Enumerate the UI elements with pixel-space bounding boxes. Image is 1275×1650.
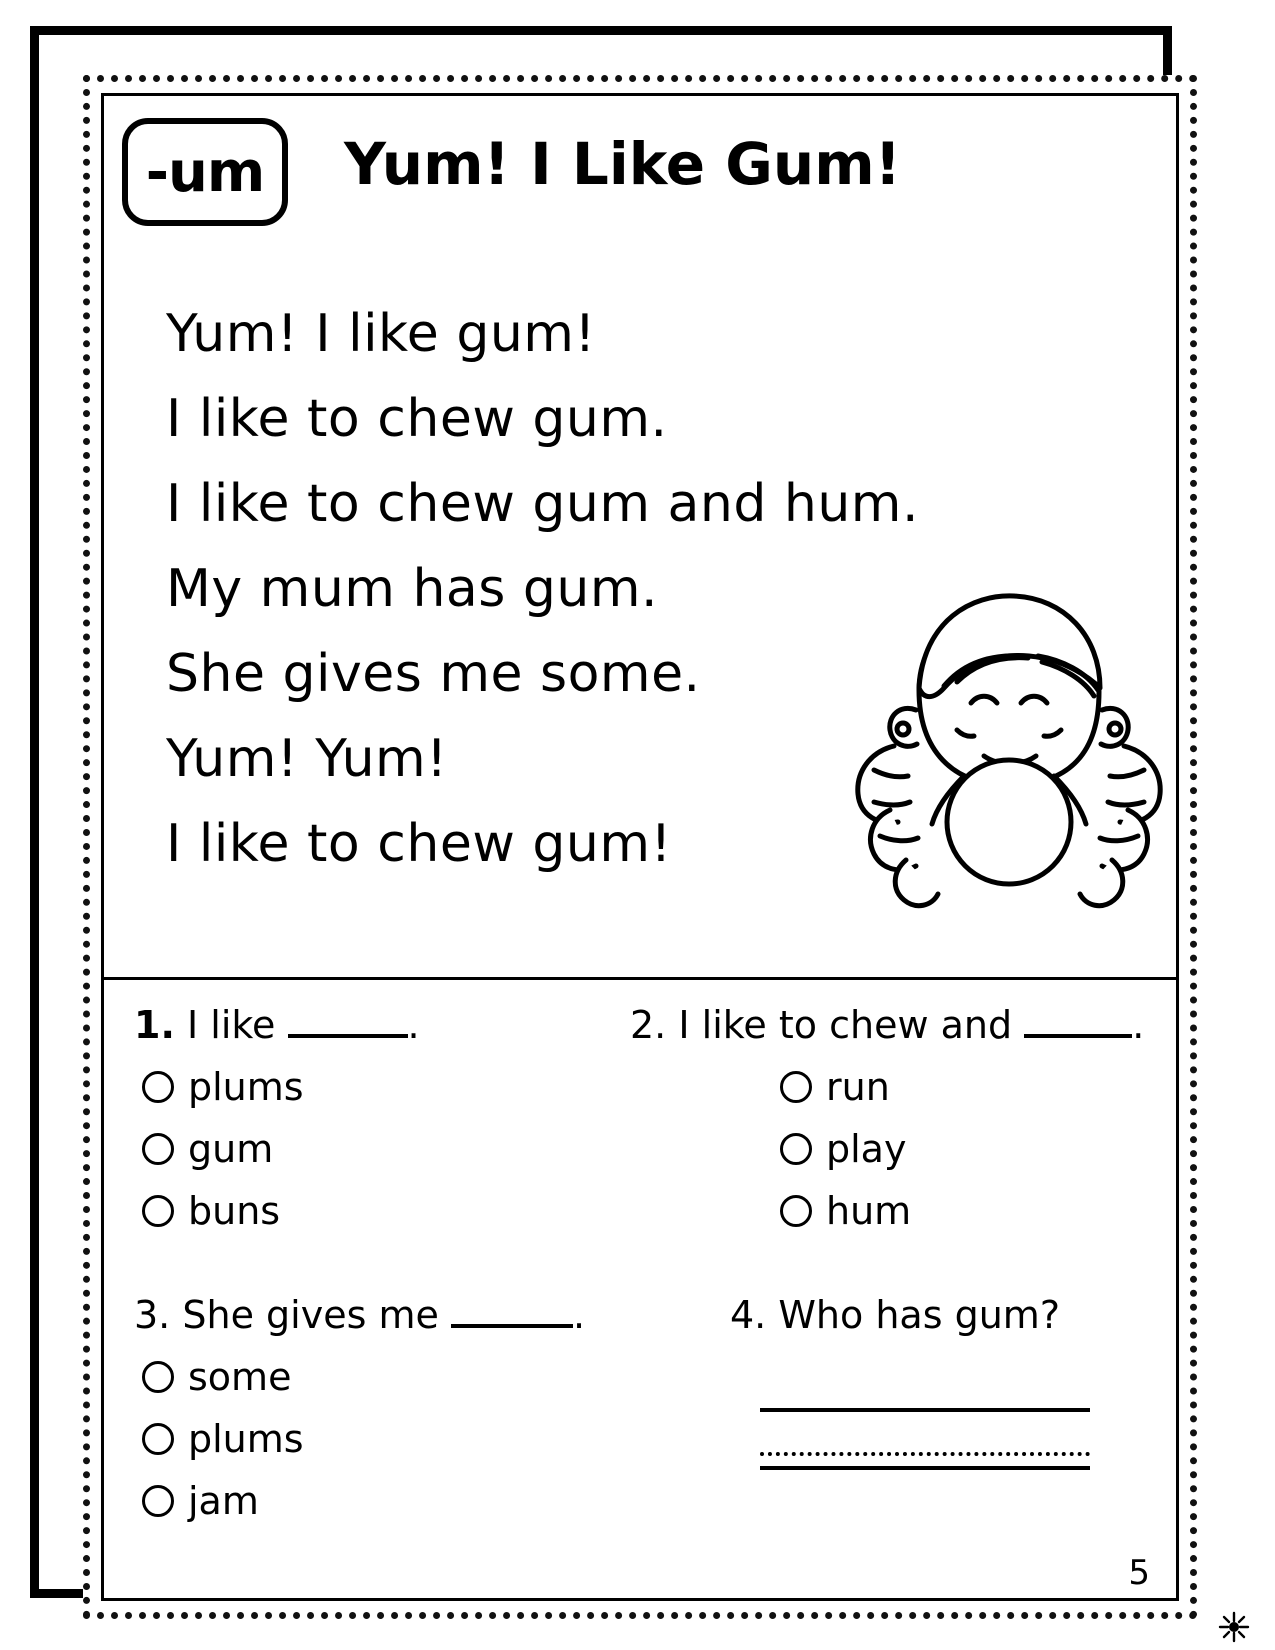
question-2-choice-2[interactable] — [780, 1122, 1170, 1176]
word-family-label: -um — [145, 139, 265, 205]
question-4-answer-area[interactable] — [760, 1364, 1090, 1470]
choice-label: plums — [188, 1065, 304, 1109]
question-1-choice-3[interactable] — [142, 1184, 604, 1238]
choice-label: run — [826, 1065, 890, 1109]
radio-bubble-icon[interactable] — [142, 1195, 174, 1227]
question-3-choice-3[interactable] — [142, 1474, 604, 1528]
word-family-badge — [122, 118, 288, 226]
question-3-choice-2[interactable] — [142, 1412, 604, 1466]
choice-label: jam — [188, 1479, 259, 1523]
choice-label: play — [826, 1127, 907, 1171]
outer-frame — [30, 26, 1172, 1598]
radio-bubble-icon[interactable] — [780, 1071, 812, 1103]
question-3 — [134, 1292, 604, 1536]
answer-line-dotted-mid[interactable] — [760, 1412, 1090, 1456]
choice-label: buns — [188, 1189, 281, 1233]
question-2-prompt — [630, 1002, 1170, 1048]
page-number: 5 — [1128, 1553, 1150, 1593]
question-3-choice-1[interactable] — [142, 1350, 604, 1404]
question-2-text: I like to chew and — [678, 1003, 1013, 1047]
question-3-number: 3. — [134, 1293, 171, 1337]
choice-label: hum — [826, 1189, 912, 1233]
story-line: My mum has gum. — [166, 559, 659, 619]
question-2-punct: . — [1132, 1003, 1145, 1047]
answer-line-solid-top[interactable] — [760, 1364, 1090, 1412]
sun-decoration-icon — [1217, 1610, 1251, 1644]
story-line: I like to chew gum. — [166, 389, 668, 449]
question-1-prompt — [134, 1002, 604, 1048]
radio-bubble-icon[interactable] — [142, 1133, 174, 1165]
choice-label: some — [188, 1355, 292, 1399]
question-3-blank — [451, 1298, 573, 1328]
questions-panel — [104, 980, 1176, 1601]
title-row — [104, 96, 1176, 236]
story-line: Yum! Yum! — [166, 729, 448, 789]
question-2 — [630, 1002, 1170, 1246]
question-1-punct: . — [407, 1003, 420, 1047]
question-3-prompt — [134, 1292, 604, 1338]
question-1-choice-2[interactable] — [142, 1122, 604, 1176]
radio-bubble-icon[interactable] — [780, 1195, 812, 1227]
question-4-prompt — [730, 1292, 1170, 1338]
question-2-choice-3[interactable] — [780, 1184, 1170, 1238]
story-panel — [104, 96, 1176, 980]
question-3-text: She gives me — [182, 1293, 439, 1337]
choice-label: gum — [188, 1127, 274, 1171]
story-line: She gives me some. — [166, 644, 701, 704]
radio-bubble-icon[interactable] — [142, 1071, 174, 1103]
question-4-text: Who has gum? — [778, 1293, 1060, 1337]
question-1-text: I like — [186, 1003, 276, 1047]
question-4-number: 4. — [730, 1293, 767, 1337]
question-2-blank — [1024, 1008, 1132, 1038]
question-4 — [630, 1292, 1170, 1470]
story-line: Yum! I like gum! — [166, 304, 596, 364]
radio-bubble-icon[interactable] — [142, 1423, 174, 1455]
question-1 — [134, 1002, 604, 1246]
question-2-number: 2. — [630, 1003, 667, 1047]
radio-bubble-icon[interactable] — [142, 1485, 174, 1517]
choice-label: plums — [188, 1417, 304, 1461]
page-title: Yum! I Like Gum! — [344, 130, 902, 198]
content-area — [101, 93, 1179, 1601]
question-2-choice-1[interactable] — [780, 1060, 1170, 1114]
answer-line-solid-bottom[interactable] — [760, 1456, 1090, 1470]
story-line: I like to chew gum! — [166, 814, 672, 874]
question-3-punct: . — [572, 1293, 586, 1337]
question-1-choice-1[interactable] — [142, 1060, 604, 1114]
radio-bubble-icon[interactable] — [142, 1361, 174, 1393]
story-line: I like to chew gum and hum. — [166, 474, 919, 534]
question-1-number: 1. — [134, 1003, 175, 1047]
girl-blowing-bubble-gum-icon — [824, 570, 1164, 930]
radio-bubble-icon[interactable] — [780, 1133, 812, 1165]
question-1-blank — [288, 1008, 408, 1038]
